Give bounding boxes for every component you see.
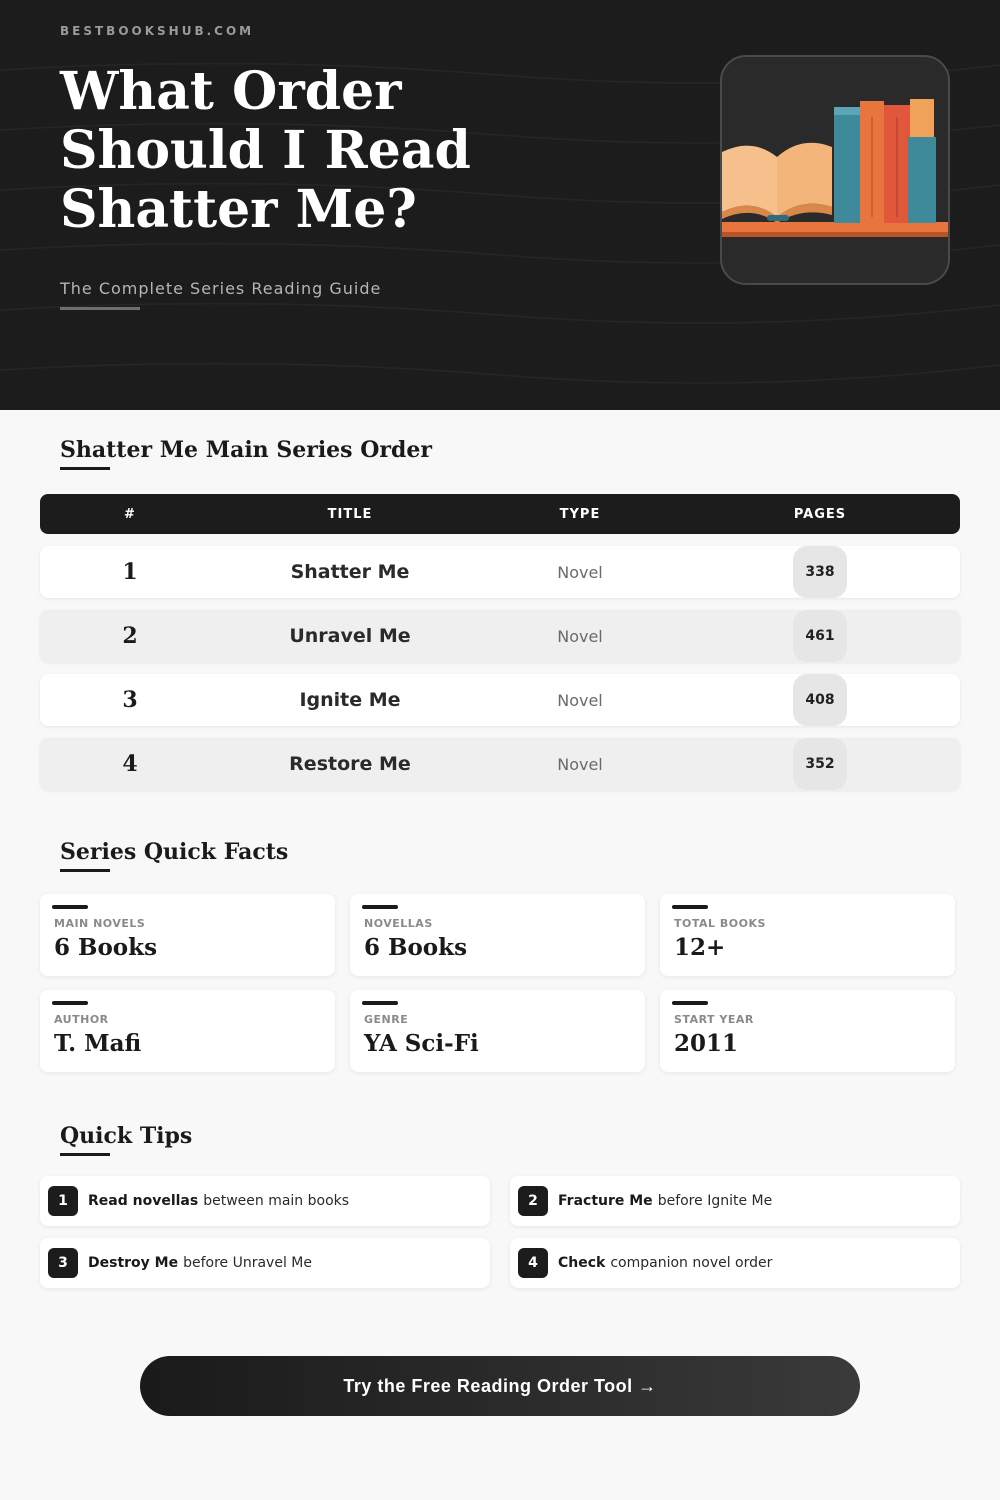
table-header: [40, 494, 960, 534]
fact-label: TOTAL BOOKS: [674, 917, 766, 930]
series-heading-underline: [60, 467, 110, 470]
table-row[interactable]: [40, 546, 960, 598]
book-title[interactable]: Unravel Me: [289, 625, 411, 647]
fact-card-genre: [350, 990, 645, 1072]
tip-number-badge: 2: [518, 1186, 548, 1216]
fact-label: MAIN NOVELS: [54, 917, 146, 930]
column-header-pages: PAGES: [793, 506, 847, 522]
fact-label: START YEAR: [674, 1013, 754, 1026]
fact-card-main-novels: [40, 894, 335, 976]
tip-card: [40, 1176, 490, 1226]
fact-label: AUTHOR: [54, 1013, 109, 1026]
tip-detail: companion novel order: [610, 1255, 773, 1271]
fact-accent-bar: [672, 1001, 708, 1005]
fact-value: 6 Books: [364, 934, 468, 961]
fact-value: YA Sci-Fi: [364, 1030, 479, 1057]
fact-value: 12+: [674, 934, 726, 961]
fact-label: GENRE: [364, 1013, 409, 1026]
tip-detail: between main books: [203, 1193, 350, 1209]
book-type: Novel: [557, 754, 603, 774]
tip-card: [510, 1238, 960, 1288]
column-header-type: TYPE: [559, 506, 601, 522]
fact-accent-bar: [362, 1001, 398, 1005]
fact-card-author: [40, 990, 335, 1072]
reading-order-tool-button[interactable]: Try the Free Reading Order Tool →: [140, 1356, 860, 1416]
subtitle-underline: [60, 307, 140, 310]
tip-number-badge: 1: [48, 1186, 78, 1216]
tip-emphasis: Check: [558, 1255, 606, 1271]
page-title: What Order Should I Read Shatter Me?: [60, 61, 471, 240]
book-type: Novel: [557, 562, 603, 582]
series-heading: Shatter Me Main Series Order: [60, 437, 432, 463]
tip-detail: before Unravel Me: [183, 1255, 312, 1271]
fact-label: NOVELLAS: [364, 917, 433, 930]
tip-number-badge: 4: [518, 1248, 548, 1278]
book-title[interactable]: Shatter Me: [290, 561, 410, 583]
page-subtitle: The Complete Series Reading Guide: [60, 279, 382, 298]
book-title[interactable]: Ignite Me: [299, 689, 401, 711]
page-count-badge: 352: [793, 738, 846, 790]
page-count-badge: 338: [793, 546, 846, 598]
hero-banner: [0, 0, 1000, 410]
tip-emphasis: Read novellas: [88, 1193, 199, 1209]
tip-text: [88, 1176, 349, 1226]
tip-number-badge: 3: [48, 1248, 78, 1278]
fact-card-total-books: [660, 894, 955, 976]
tip-text: [558, 1176, 772, 1226]
page-count-badge: 408: [793, 674, 846, 726]
fact-card-novellas: [350, 894, 645, 976]
page-count-badge: 461: [793, 610, 846, 662]
row-number: 2: [122, 623, 138, 649]
book-title[interactable]: Restore Me: [289, 753, 411, 775]
tip-text: [558, 1238, 772, 1288]
books-icon: [720, 55, 950, 285]
fact-accent-bar: [672, 905, 708, 909]
table-row[interactable]: [40, 738, 960, 790]
facts-heading: Series Quick Facts: [60, 839, 289, 865]
tip-emphasis: Destroy Me: [88, 1255, 179, 1271]
fact-value: 6 Books: [54, 934, 158, 961]
tip-card: [510, 1176, 960, 1226]
row-number: 4: [122, 751, 138, 777]
tips-heading: Quick Tips: [60, 1123, 193, 1149]
facts-heading-underline: [60, 869, 110, 872]
column-header-title: TITLE: [327, 506, 373, 522]
table-row[interactable]: [40, 674, 960, 726]
fact-accent-bar: [362, 905, 398, 909]
site-name[interactable]: BESTBOOKSHUB.COM: [60, 24, 255, 38]
row-number: 3: [122, 687, 138, 713]
tip-detail: before Ignite Me: [657, 1193, 773, 1209]
book-type: Novel: [557, 626, 603, 646]
fact-card-start-year: [660, 990, 955, 1072]
tip-emphasis: Fracture Me: [558, 1193, 653, 1209]
tip-text: [88, 1238, 312, 1288]
fact-value: T. Mafi: [54, 1030, 142, 1057]
tips-heading-underline: [60, 1153, 110, 1156]
fact-accent-bar: [52, 905, 88, 909]
book-type: Novel: [557, 690, 603, 710]
table-row[interactable]: [40, 610, 960, 662]
tip-card: [40, 1238, 490, 1288]
column-header-num: #: [124, 506, 136, 522]
fact-value: 2011: [674, 1030, 739, 1057]
row-number: 1: [122, 559, 138, 585]
fact-accent-bar: [52, 1001, 88, 1005]
